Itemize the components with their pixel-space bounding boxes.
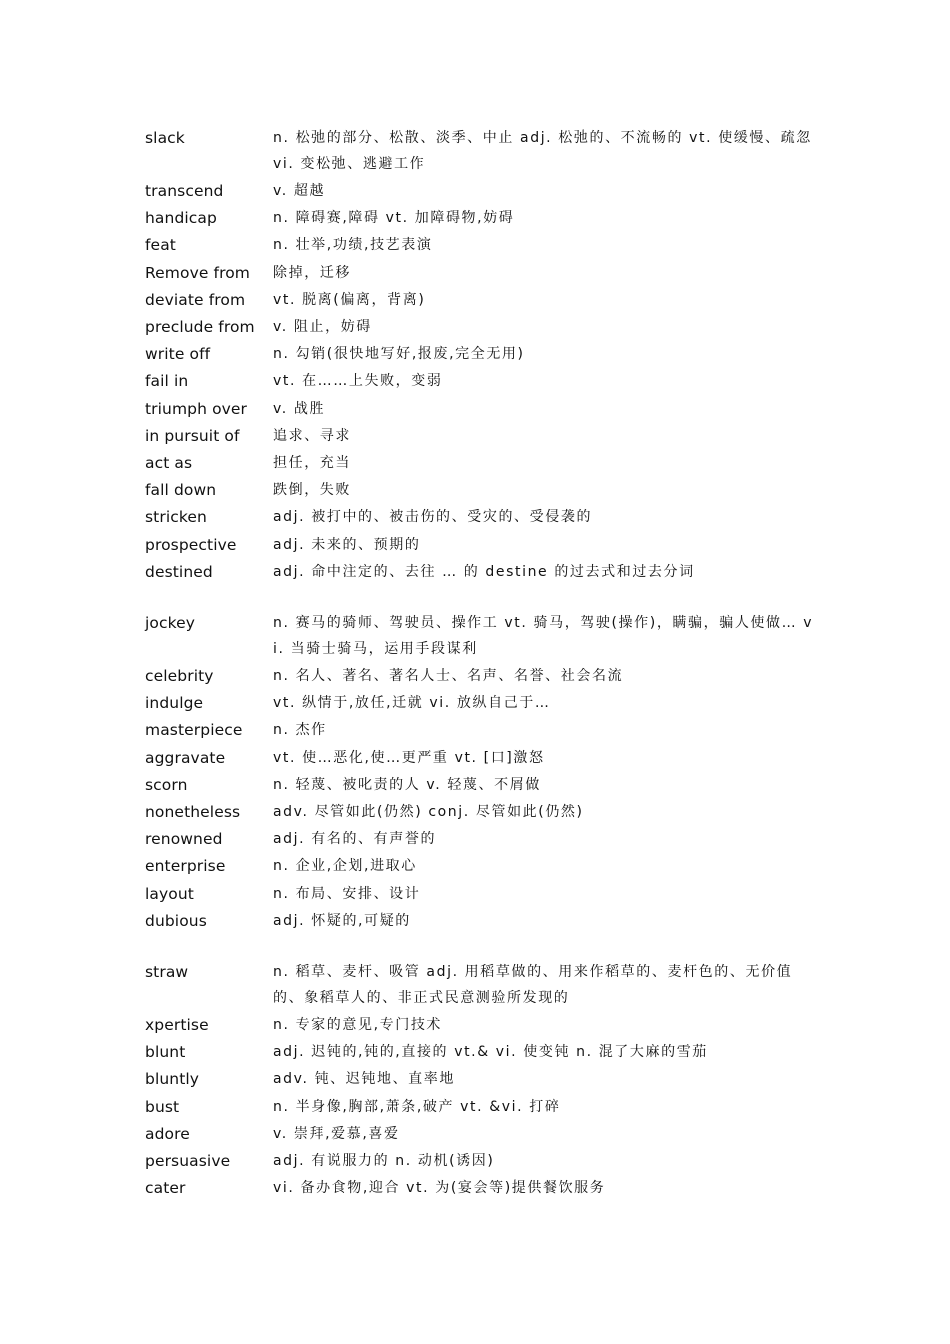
entry-definition: 除掉，迁移 <box>273 264 351 281</box>
entry-word: act as <box>145 454 193 473</box>
entry-word: renowned <box>145 830 223 849</box>
entry-definition: vt. 在……上失败，变弱 <box>273 373 443 390</box>
entry-word: bluntly <box>145 1070 200 1089</box>
entry-word: Remove from <box>145 263 250 282</box>
entry-word: preclude from <box>145 318 255 337</box>
entry-definition: n. 布局、安排、设计 <box>273 885 421 902</box>
vocab-entry-act-as <box>145 450 815 477</box>
vocab-entry-enterprise <box>145 853 815 880</box>
vocab-entry-celebrity <box>145 663 815 690</box>
entry-word: persuasive <box>145 1152 231 1171</box>
entry-word: indulge <box>145 694 204 713</box>
entry-word: straw <box>145 963 189 982</box>
entry-word: prospective <box>145 535 237 554</box>
vocabulary-page <box>145 126 815 1203</box>
vocab-entry-in-pursuit-of <box>145 423 815 450</box>
entry-definition: 追求、寻求 <box>273 427 351 444</box>
vocab-entry-preclude-from <box>145 314 815 341</box>
vocab-entry-handicap <box>145 205 815 232</box>
entry-word: write off <box>145 345 211 364</box>
entry-definition: 跌倒，失败 <box>273 482 351 499</box>
vocab-entry-transcend <box>145 178 815 205</box>
entry-definition: adj. 怀疑的,可疑的 <box>273 912 411 929</box>
entry-definition: n. 轻蔑、被叱责的人 v. 轻蔑、不屑做 <box>273 776 541 793</box>
vocab-entry-bust <box>145 1094 815 1121</box>
entry-definition: n. 名人、著名、著名人士、名声、名誉、社会名流 <box>273 668 624 685</box>
entry-word: triumph over <box>145 399 248 418</box>
entry-definition: vt. 使…恶化,使…更严重 vt. [口]激怒 <box>273 749 545 766</box>
vocabulary-group-1 <box>145 126 815 586</box>
entry-definition: n. 勾销(很快地写好,报废,完全无用) <box>273 346 525 363</box>
entry-word: aggravate <box>145 748 226 767</box>
entry-definition: n. 赛马的骑师、驾驶员、操作工 vt. 骑马，驾驶(操作)，瞒骗，骗人使做… vi. 当骑士骑马，运用手段谋利 <box>273 615 814 657</box>
vocab-entry-deviate-from <box>145 287 815 314</box>
entry-definition: n. 杰作 <box>273 722 327 739</box>
entry-definition: n. 企业,企划,进取心 <box>273 858 417 875</box>
entry-definition: vi. 备办食物,迎合 vt. 为(宴会等)提供餐饮服务 <box>273 1180 606 1197</box>
entry-word: bust <box>145 1097 180 1116</box>
entry-word: cater <box>145 1179 186 1198</box>
vocab-entry-feat <box>145 232 815 259</box>
vocab-entry-slack <box>145 126 815 178</box>
entry-word: handicap <box>145 209 217 228</box>
entry-word: in pursuit of <box>145 426 240 445</box>
entry-definition: v. 战胜 <box>273 400 326 417</box>
entry-word: masterpiece <box>145 721 243 740</box>
entry-definition: adv. 尽管如此(仍然) conj. 尽管如此(仍然) <box>273 804 584 821</box>
vocab-entry-scorn <box>145 772 815 799</box>
entry-word: blunt <box>145 1043 186 1062</box>
vocab-entry-write-off <box>145 341 815 368</box>
vocab-entry-cater <box>145 1175 815 1202</box>
vocab-entry-remove-from <box>145 260 815 287</box>
vocabulary-group-2 <box>145 611 815 935</box>
entry-word: enterprise <box>145 857 226 876</box>
entry-word: celebrity <box>145 667 214 686</box>
vocab-entry-masterpiece <box>145 717 815 744</box>
vocab-entry-indulge <box>145 690 815 717</box>
vocab-entry-nonetheless <box>145 799 815 826</box>
entry-definition: adj. 有说服力的 n. 动机(诱因) <box>273 1153 495 1170</box>
entry-definition: adj. 迟钝的,钝的,直接的 vt.& vi. 使变钝 n. 混了大麻的雪茄 <box>273 1044 708 1061</box>
entry-definition: v. 崇拜,爱慕,喜爱 <box>273 1125 400 1142</box>
entry-definition: vt. 纵情于,放任,迁就 vi. 放纵自己于… <box>273 695 551 712</box>
vocab-entry-layout <box>145 881 815 908</box>
entry-word: scorn <box>145 775 188 794</box>
entry-word: nonetheless <box>145 803 241 822</box>
entry-word: jockey <box>145 614 196 633</box>
vocab-entry-persuasive <box>145 1148 815 1175</box>
entry-definition: n. 障碍赛,障碍 vt. 加障碍物,妨碍 <box>273 210 515 227</box>
entry-word: slack <box>145 129 185 147</box>
entry-definition: adj. 未来的、预期的 <box>273 536 421 553</box>
vocab-entry-adore <box>145 1121 815 1148</box>
vocab-entry-dubious <box>145 908 815 935</box>
entry-definition: 担任，充当 <box>273 455 351 472</box>
vocab-entry-stricken <box>145 504 815 531</box>
entry-definition: n. 壮举,功绩,技艺表演 <box>273 237 433 254</box>
entry-word: transcend <box>145 182 224 200</box>
entry-definition: adj. 被打中的、被击伤的、受灾的、受侵袭的 <box>273 509 593 526</box>
entry-word: layout <box>145 884 194 903</box>
vocab-entry-xpertise <box>145 1012 815 1039</box>
entry-definition: n. 稻草、麦杆、吸管 adj. 用稻草做的、用来作稻草的、麦杆色的、无价值的、象稻草人的、非正式民意测验所发现的 <box>273 964 793 1006</box>
entry-word: stricken <box>145 508 207 527</box>
entry-word: adore <box>145 1124 190 1143</box>
vocab-entry-straw <box>145 960 815 1012</box>
entry-word: fail in <box>145 372 189 391</box>
entry-word: xpertise <box>145 1016 209 1035</box>
entry-definition: n. 半身像,胸部,萧条,破产 vt. &vi. 打碎 <box>273 1098 561 1115</box>
entry-word: deviate from <box>145 290 246 309</box>
entry-word: feat <box>145 236 176 255</box>
vocab-entry-aggravate <box>145 745 815 772</box>
vocab-entry-fail-in <box>145 368 815 395</box>
entry-definition: v. 阻止，妨碍 <box>273 319 372 336</box>
entry-word: dubious <box>145 911 207 930</box>
vocabulary-group-3 <box>145 960 815 1202</box>
entry-definition: n. 专家的意见,专门技术 <box>273 1017 443 1034</box>
vocab-entry-bluntly <box>145 1066 815 1093</box>
vocab-entry-destined <box>145 559 815 586</box>
entry-definition: adj. 有名的、有声誉的 <box>273 831 437 848</box>
vocab-entry-prospective <box>145 532 815 559</box>
entry-word: fall down <box>145 481 217 500</box>
entry-definition: n. 松弛的部分、松散、淡季、中止 adj. 松弛的、不流畅的 vt. 使缓慢、疏忽 vi. 变松弛、逃避工作 <box>273 130 812 172</box>
entry-definition: v. 超越 <box>273 183 326 199</box>
entry-word: destined <box>145 562 213 581</box>
vocab-entry-blunt <box>145 1039 815 1066</box>
entry-definition: vt. 脱离(偏离，背离) <box>273 291 426 308</box>
entry-definition: adv. 钝、迟钝地、直率地 <box>273 1071 455 1088</box>
vocab-entry-renowned <box>145 826 815 853</box>
vocab-entry-jockey <box>145 611 815 663</box>
entry-definition: adj. 命中注定的、去往 … 的 destine 的过去式和过去分词 <box>273 563 695 580</box>
vocab-entry-fall-down <box>145 477 815 504</box>
vocab-entry-triumph-over <box>145 396 815 423</box>
